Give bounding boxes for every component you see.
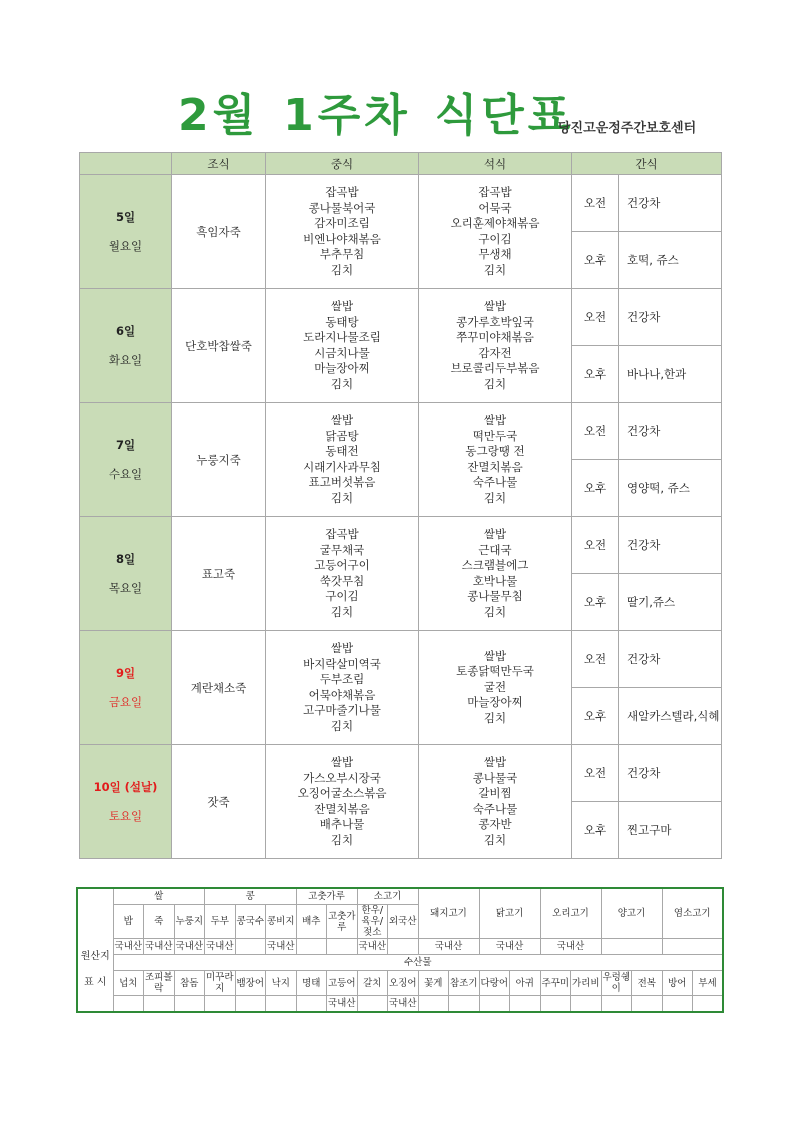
dinner-item: 동그랑땡 전 <box>465 444 525 458</box>
origin-meat: 양고기 <box>601 888 662 939</box>
lunch-item: 닭곰탕 <box>325 428 359 443</box>
lunch-item: 김치 <box>330 604 354 619</box>
dinner-item: 김치 <box>483 490 507 505</box>
dinner-item: 감자전 <box>478 345 512 360</box>
origin-value2 <box>510 996 541 1013</box>
lunch-item: 잔멸치볶음 <box>314 801 370 816</box>
dinner-cell <box>419 745 572 859</box>
origin-seafood: 가리비 <box>571 971 602 996</box>
origin-value: 국내산 <box>266 939 297 955</box>
snack-am-label: 오전 <box>572 403 619 460</box>
origin-bean: 콩국수 <box>235 905 266 939</box>
origin-row-seafood <box>77 971 723 996</box>
dinner-item: 브로콜리두부볶음 <box>450 361 540 375</box>
dinner-item: 숙주나물 <box>472 475 518 489</box>
origin-value: 국내산 <box>113 939 144 955</box>
origin-rice: 죽 <box>144 905 175 939</box>
day-cell <box>80 745 172 859</box>
dinner-item: 김치 <box>483 262 507 277</box>
snack-am-label: 오전 <box>572 745 619 802</box>
day-date: 8일 <box>115 551 136 566</box>
origin-value: 국내산 <box>205 939 236 955</box>
dinner-item: 무생채 <box>478 247 512 261</box>
origin-seafood: 참돔 <box>174 971 205 996</box>
day-row <box>80 517 722 574</box>
lunch-item: 구이김 <box>325 589 359 603</box>
dinner-item: 마늘장아찌 <box>467 695 523 710</box>
lunch-item: 김치 <box>330 490 354 505</box>
breakfast-cell: 흑임자죽 <box>172 175 266 289</box>
lunch-item: 부추무침 <box>319 247 365 261</box>
origin-seafood: 전복 <box>632 971 663 996</box>
origin-value2 <box>144 996 175 1013</box>
origin-value <box>235 939 266 955</box>
lunch-item: 도라지나물조림 <box>303 330 381 344</box>
snack-pm-value: 딸기,쥬스 <box>619 574 722 631</box>
origin-seafood: 우렁쉥이 <box>602 972 631 994</box>
day-date: 9일 <box>115 665 136 680</box>
origin-beef: 외국산 <box>388 905 419 939</box>
origin-meat: 돼지고기 <box>418 888 479 939</box>
origin-value2 <box>235 996 266 1013</box>
origin-value2 <box>113 996 144 1013</box>
day-cell <box>80 403 172 517</box>
lunch-item: 감자미조림 <box>314 216 370 230</box>
lunch-item: 쌀밥 <box>330 413 354 427</box>
dinner-item: 콩나물무침 <box>467 589 523 603</box>
snack-pm-label: 오후 <box>572 802 619 859</box>
origin-seafood-title: 수산물 <box>113 955 723 971</box>
origin-rice: 밥 <box>113 905 144 939</box>
origin-value: 국내산 <box>144 939 175 955</box>
snack-pm-value: 호떡, 쥬스 <box>619 232 722 289</box>
origin-value2 <box>418 996 449 1013</box>
day-row <box>80 631 722 688</box>
lunch-item: 오징어굴소스볶음 <box>297 786 387 800</box>
day-row <box>80 175 722 232</box>
origin-value2 <box>479 996 510 1013</box>
dinner-item: 굴전 <box>483 679 507 694</box>
dinner-item: 콩가루호박잎국 <box>456 314 534 329</box>
origin-seafood: 조피볼락 <box>144 972 173 994</box>
day-cell <box>80 289 172 403</box>
lunch-item: 가스오부시장국 <box>303 770 381 785</box>
origin-seafood: 뱀장어 <box>235 971 266 996</box>
day-date: 10일 (설날) <box>93 779 158 794</box>
lunch-cell <box>266 175 419 289</box>
origin-group: 콩 <box>205 888 297 905</box>
origin-seafood: 아귀 <box>510 971 541 996</box>
snack-pm-value: 바나나,한과 <box>619 346 722 403</box>
origin-seafood: 넙치 <box>113 971 144 996</box>
snack-am-value: 건강차 <box>619 289 722 346</box>
origin-group: 고춧가루 <box>296 888 357 905</box>
center-name: 당진고운정주간보호센터 <box>558 121 697 136</box>
dinner-cell <box>419 517 572 631</box>
lunch-item: 굴무채국 <box>319 542 365 557</box>
lunch-item: 고등어구이 <box>314 558 370 572</box>
header-snack: 간식 <box>572 153 722 175</box>
origin-seafood: 주꾸미 <box>540 971 571 996</box>
day-row <box>80 745 722 802</box>
breakfast-cell: 표고죽 <box>172 517 266 631</box>
header-breakfast: 조식 <box>172 153 266 175</box>
day-cell <box>80 175 172 289</box>
lunch-item: 잡곡밥 <box>325 185 359 199</box>
day-weekday: 월요일 <box>108 238 143 253</box>
origin-value2 <box>571 996 602 1013</box>
origin-row-values1 <box>77 939 723 955</box>
lunch-item: 배추나물 <box>319 817 365 831</box>
lunch-cell <box>266 517 419 631</box>
origin-row-seafood-title <box>77 955 723 971</box>
day-weekday: 토요일 <box>108 808 143 823</box>
origin-group: 쌀 <box>113 888 205 905</box>
day-weekday: 금요일 <box>108 694 143 709</box>
origin-value2 <box>296 996 327 1013</box>
origin-bean: 두부 <box>205 905 236 939</box>
origin-row-values2 <box>77 996 723 1013</box>
origin-row-groups <box>77 888 723 905</box>
origin-label <box>77 888 113 1012</box>
origin-seafood: 꽃게 <box>418 971 449 996</box>
origin-value: 국내산 <box>418 939 479 955</box>
snack-pm-value: 영양떡, 쥬스 <box>619 460 722 517</box>
origin-seafood: 방어 <box>662 971 693 996</box>
origin-seafood: 오징어 <box>388 971 419 996</box>
lunch-cell <box>266 403 419 517</box>
header-dinner: 석식 <box>419 153 572 175</box>
breakfast-cell: 계란채소죽 <box>172 631 266 745</box>
origin-value2 <box>174 996 205 1013</box>
lunch-item: 비엔나야채볶음 <box>303 231 381 246</box>
origin-value2 <box>601 996 632 1013</box>
origin-seafood: 고등어 <box>327 971 358 996</box>
dinner-item: 콩자반 <box>478 817 512 831</box>
lunch-item: 쌀밥 <box>330 755 354 769</box>
origin-value <box>601 939 662 955</box>
snack-pm-label: 오후 <box>572 574 619 631</box>
origin-value <box>662 939 723 955</box>
day-cell <box>80 631 172 745</box>
lunch-item: 김치 <box>330 832 354 847</box>
lunch-cell <box>266 289 419 403</box>
day-date: 6일 <box>115 323 136 338</box>
origin-seafood: 낙지 <box>266 971 297 996</box>
dinner-item: 토종닭떡만두국 <box>456 664 534 679</box>
snack-am-value: 건강차 <box>619 517 722 574</box>
lunch-item: 콩나물북어국 <box>308 200 376 215</box>
origin-label-b: 표 시 <box>84 977 107 988</box>
origin-value: 국내산 <box>174 939 205 955</box>
lunch-item: 김치 <box>330 718 354 733</box>
day-weekday: 화요일 <box>108 352 143 367</box>
day-weekday: 수요일 <box>108 466 143 481</box>
snack-am-label: 오전 <box>572 517 619 574</box>
dinner-item: 쌀밥 <box>483 755 507 769</box>
snack-am-value: 건강차 <box>619 403 722 460</box>
origin-value2 <box>357 996 388 1013</box>
lunch-cell <box>266 745 419 859</box>
dinner-cell <box>419 289 572 403</box>
lunch-item: 쌀밥 <box>330 641 354 655</box>
day-row <box>80 289 722 346</box>
origin-seafood: 참조기 <box>449 971 480 996</box>
snack-pm-value: 찐고구마 <box>619 802 722 859</box>
day-date: 5일 <box>115 209 136 224</box>
origin-beef: 한우/육우/젖소 <box>357 905 388 939</box>
origin-bean: 콩비지 <box>266 905 297 939</box>
origin-seafood: 미꾸라지 <box>205 972 234 994</box>
snack-pm-label: 오후 <box>572 460 619 517</box>
dinner-cell <box>419 631 572 745</box>
lunch-item: 쌀밥 <box>330 299 354 313</box>
lunch-item: 시래기사과무침 <box>303 459 381 474</box>
dinner-item: 오리훈제야채볶음 <box>450 216 540 230</box>
lunch-item: 김치 <box>330 376 354 391</box>
origin-value2 <box>266 996 297 1013</box>
lunch-item: 시금치나물 <box>314 345 370 360</box>
origin-seafood: 다랑어 <box>479 971 510 996</box>
snack-pm-label: 오후 <box>572 688 619 745</box>
dinner-item: 쌀밥 <box>483 527 507 541</box>
origin-rice: 누룽지 <box>174 905 205 939</box>
breakfast-cell: 누룽지죽 <box>172 403 266 517</box>
origin-value2 <box>449 996 480 1013</box>
dinner-item: 김치 <box>483 710 507 725</box>
origin-label-a: 원산지 <box>80 951 110 962</box>
breakfast-cell: 잣죽 <box>172 745 266 859</box>
origin-table <box>76 887 724 1013</box>
title-month: 2월 <box>178 90 260 141</box>
origin-pepper: 배추 <box>296 905 327 939</box>
dinner-item: 스크램블에그 <box>461 558 529 572</box>
snack-am-value: 건강차 <box>619 175 722 232</box>
dinner-cell <box>419 175 572 289</box>
dinner-item: 쭈꾸미야채볶음 <box>456 330 534 344</box>
dinner-cell <box>419 403 572 517</box>
lunch-item: 쑥갓무침 <box>319 573 365 588</box>
dinner-item: 근대국 <box>478 542 512 557</box>
origin-meat: 오리고기 <box>540 888 601 939</box>
lunch-item: 마늘장아찌 <box>314 361 370 375</box>
origin-value2 <box>540 996 571 1013</box>
menu-header-row <box>80 153 722 175</box>
origin-value2 <box>205 996 236 1013</box>
origin-value <box>327 939 358 955</box>
dinner-item: 구이김 <box>478 231 512 246</box>
lunch-item: 잡곡밥 <box>325 527 359 541</box>
lunch-item: 김치 <box>330 262 354 277</box>
origin-value <box>388 939 419 955</box>
origin-value <box>296 939 327 955</box>
dinner-item: 숙주나물 <box>472 801 518 816</box>
origin-value2 <box>632 996 663 1013</box>
lunch-item: 동태전 <box>325 444 359 458</box>
lunch-item: 어묵야채볶음 <box>308 687 376 702</box>
snack-am-label: 오전 <box>572 175 619 232</box>
header-day <box>80 153 172 175</box>
snack-pm-label: 오후 <box>572 232 619 289</box>
page-title <box>178 86 574 146</box>
day-cell <box>80 517 172 631</box>
origin-value: 국내산 <box>540 939 601 955</box>
dinner-item: 호박나물 <box>472 573 518 588</box>
snack-pm-value: 새알카스텔라,식혜 <box>619 688 722 745</box>
day-weekday: 목요일 <box>108 580 143 595</box>
lunch-cell <box>266 631 419 745</box>
origin-value: 국내산 <box>357 939 388 955</box>
dinner-item: 김치 <box>483 832 507 847</box>
dinner-item: 쌀밥 <box>483 299 507 313</box>
lunch-item: 바지락살미역국 <box>303 656 381 671</box>
title-menu: 식단표 <box>434 90 575 141</box>
dinner-item: 잡곡밥 <box>478 185 512 199</box>
lunch-item: 고구마줄기나물 <box>303 703 381 717</box>
dinner-item: 김치 <box>483 376 507 391</box>
lunch-item: 동태탕 <box>325 314 359 329</box>
origin-seafood: 갈치 <box>357 971 388 996</box>
origin-seafood: 명태 <box>296 971 327 996</box>
origin-meat: 염소고기 <box>662 888 723 939</box>
breakfast-cell: 단호박찹쌀죽 <box>172 289 266 403</box>
origin-group: 소고기 <box>357 888 418 905</box>
lunch-item: 표고버섯볶음 <box>308 475 376 489</box>
snack-pm-label: 오후 <box>572 346 619 403</box>
dinner-item: 떡만두국 <box>472 428 518 443</box>
origin-value2: 국내산 <box>388 996 419 1013</box>
menu-table <box>79 152 722 859</box>
dinner-item: 쌀밥 <box>483 413 507 427</box>
origin-value2: 국내산 <box>327 996 358 1013</box>
dinner-item: 김치 <box>483 604 507 619</box>
day-row <box>80 403 722 460</box>
origin-value: 국내산 <box>479 939 540 955</box>
dinner-item: 잔멸치볶음 <box>467 459 523 474</box>
header-lunch: 중식 <box>266 153 419 175</box>
origin-value2 <box>662 996 693 1013</box>
snack-am-value: 건강차 <box>619 745 722 802</box>
lunch-item: 두부조림 <box>319 672 365 686</box>
dinner-item: 갈비찜 <box>478 786 512 800</box>
origin-seafood: 부세 <box>693 971 724 996</box>
snack-am-label: 오전 <box>572 631 619 688</box>
dinner-item: 어묵국 <box>478 200 512 215</box>
origin-pepper: 고춧가루 <box>327 905 358 939</box>
day-date: 7일 <box>115 437 136 452</box>
origin-meat: 닭고기 <box>479 888 540 939</box>
snack-am-label: 오전 <box>572 289 619 346</box>
dinner-item: 콩나물국 <box>472 770 518 785</box>
dinner-item: 쌀밥 <box>483 648 507 663</box>
origin-value2 <box>693 996 724 1013</box>
title-week: 1주차 <box>283 90 411 141</box>
snack-am-value: 건강차 <box>619 631 722 688</box>
